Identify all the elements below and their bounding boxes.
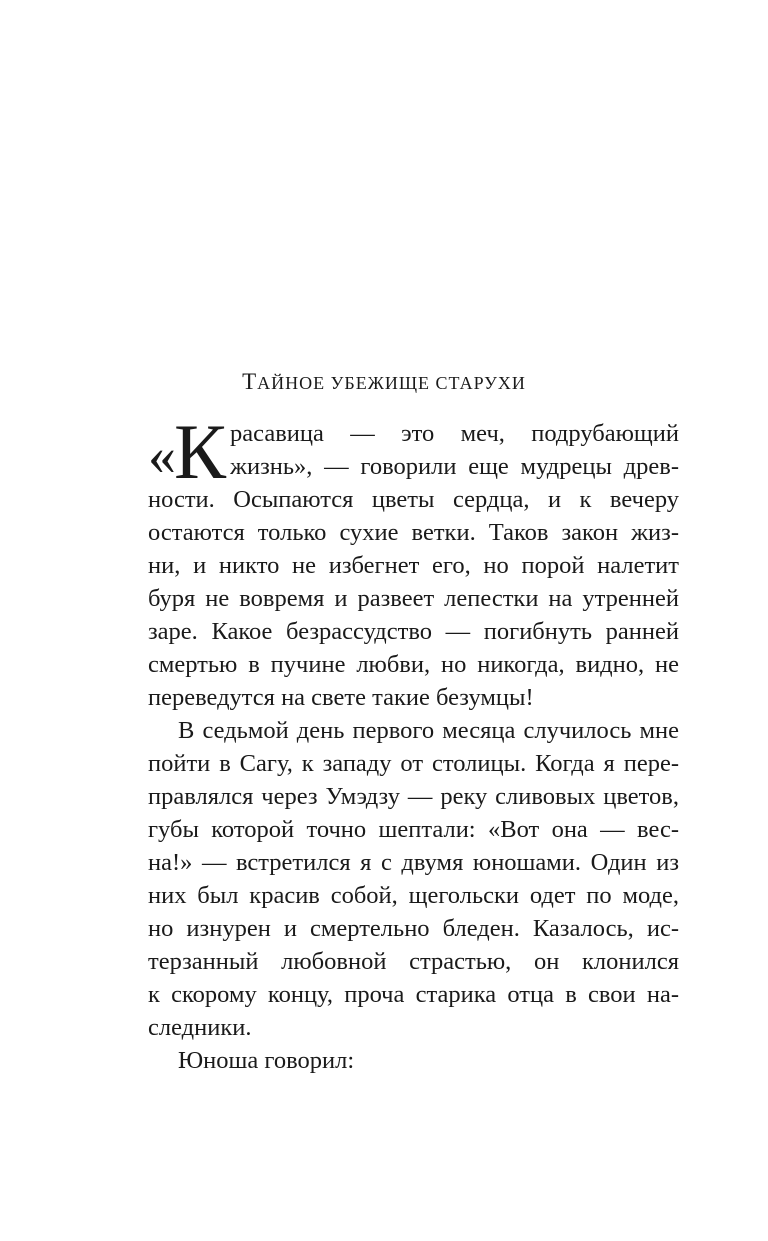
chapter-title-rest: АЙНОЕ УБЕЖИЩЕ СТАРУХИ	[257, 373, 526, 393]
body-text	[148, 408, 679, 1077]
text-line: терзанный любовной страстью, он клонился	[148, 948, 679, 975]
paragraph-3	[148, 1044, 679, 1077]
text-line: смертью в пучине любви, но никогда, видно, не	[148, 651, 679, 678]
text-line: ности. Осыпаются цветы сердца, и к вечеру	[148, 486, 679, 513]
text-line: переведутся на свете такие безумцы!	[148, 684, 534, 711]
text-line: губы которой точно шептали: «Вот она — вес-	[148, 816, 679, 843]
chapter-title-capital: Т	[242, 369, 258, 394]
text-line: буря не вовремя и развеет лепестки на утренней	[148, 585, 679, 612]
text-line: пойти в Сагу, к западу от столицы. Когда я пере-	[148, 750, 679, 777]
chapter-title	[0, 368, 768, 397]
text-line: к скорому концу, проча старика отца в свои на-	[148, 981, 679, 1008]
text-line: В седьмой день первого месяца случилось мне	[178, 717, 679, 744]
text-line: расавица — это меч, подрубающий	[230, 420, 679, 447]
text-line: следники.	[148, 1014, 252, 1041]
text-line: правлялся через Умэдзу — реку сливовых цветов,	[148, 783, 679, 810]
drop-cap-quote: «	[148, 425, 176, 487]
text-line: но изнурен и смертельно бледен. Казалось, ис-	[148, 915, 679, 942]
drop-cap-letter: К	[174, 408, 227, 495]
text-line: Юноша говорил:	[178, 1047, 355, 1074]
paragraph-1	[148, 408, 679, 714]
text-line: остаются только сухие ветки. Таков закон жиз-	[148, 519, 679, 546]
text-line: жизнь», — говорили еще мудрецы древ-	[230, 453, 679, 480]
text-line: на!» — встретился я с двумя юношами. Один из	[148, 849, 679, 876]
drop-cap	[148, 408, 227, 495]
text-line: заре. Какое безрассудство — погибнуть ранней	[148, 618, 679, 645]
text-line: ни, и никто не избегнет его, но порой налетит	[148, 552, 679, 579]
paragraph-2	[148, 714, 679, 1044]
text-line: них был красив собой, щегольски одет по моде,	[148, 882, 679, 909]
